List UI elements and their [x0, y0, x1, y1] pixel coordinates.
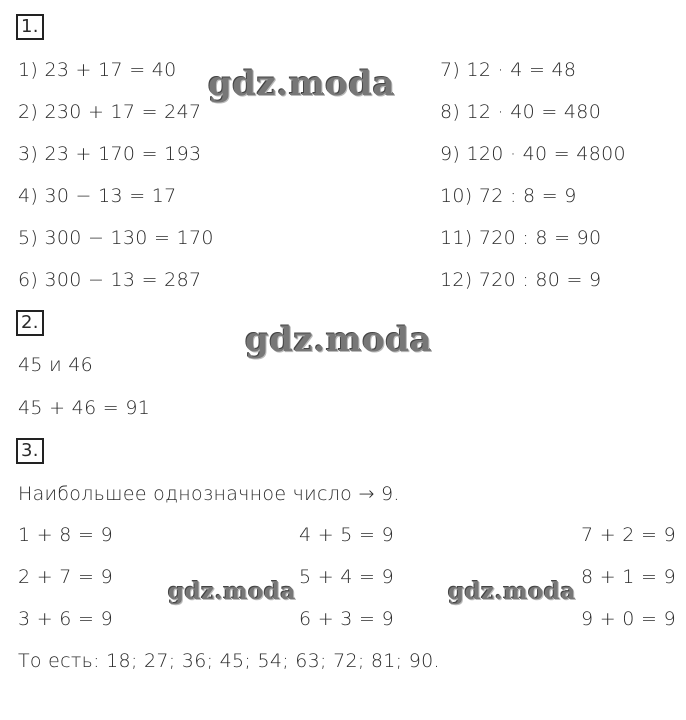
equation-1: 1) 23 + 17 = 40	[18, 59, 177, 81]
equation-3: 3) 23 + 170 = 193	[18, 143, 202, 165]
sum-5-4: 5 + 4 = 9	[299, 566, 394, 588]
equation-10: 10) 72 : 8 = 9	[440, 185, 577, 207]
sum-4-5: 4 + 5 = 9	[299, 524, 394, 546]
equation-5: 5) 300 − 130 = 170	[18, 227, 214, 249]
answer-sum: 45 + 46 = 91	[18, 397, 151, 419]
equation-4: 4) 30 − 13 = 17	[18, 185, 177, 207]
sum-3-6: 3 + 6 = 9	[18, 608, 113, 630]
equation-8: 8) 12 · 40 = 480	[440, 101, 602, 123]
task3-summary: То есть: 18; 27; 36; 45; 54; 63; 72; 81; 90.	[18, 650, 440, 672]
sum-7-2: 7 + 2 = 9	[581, 524, 676, 546]
equation-9: 9) 120 · 40 = 4800	[440, 143, 626, 165]
equation-12: 12) 720 : 80 = 9	[440, 269, 602, 291]
sum-2-7: 2 + 7 = 9	[18, 566, 113, 588]
task-number-3: 3.	[16, 438, 44, 464]
sum-1-8: 1 + 8 = 9	[18, 524, 113, 546]
equation-11: 11) 720 : 8 = 90	[440, 227, 602, 249]
sum-6-3: 6 + 3 = 9	[299, 608, 394, 630]
task3-intro: Наибольшее однозначное число → 9.	[18, 483, 400, 505]
answer-pair: 45 и 46	[18, 354, 94, 376]
equation-2: 2) 230 + 17 = 247	[18, 101, 202, 123]
equation-6: 6) 300 − 13 = 287	[18, 269, 202, 291]
task-number-2: 2.	[16, 310, 44, 336]
watermark-logo: gdz.moda	[448, 578, 576, 605]
equation-7: 7) 12 · 4 = 48	[440, 59, 577, 81]
sum-8-1: 8 + 1 = 9	[581, 566, 676, 588]
sum-9-0: 9 + 0 = 9	[581, 608, 676, 630]
watermark-logo: gdz.moda	[208, 64, 396, 104]
watermark-logo: gdz.moda	[245, 320, 433, 360]
watermark-logo: gdz.moda	[168, 578, 296, 605]
task-number-1: 1.	[16, 14, 44, 40]
